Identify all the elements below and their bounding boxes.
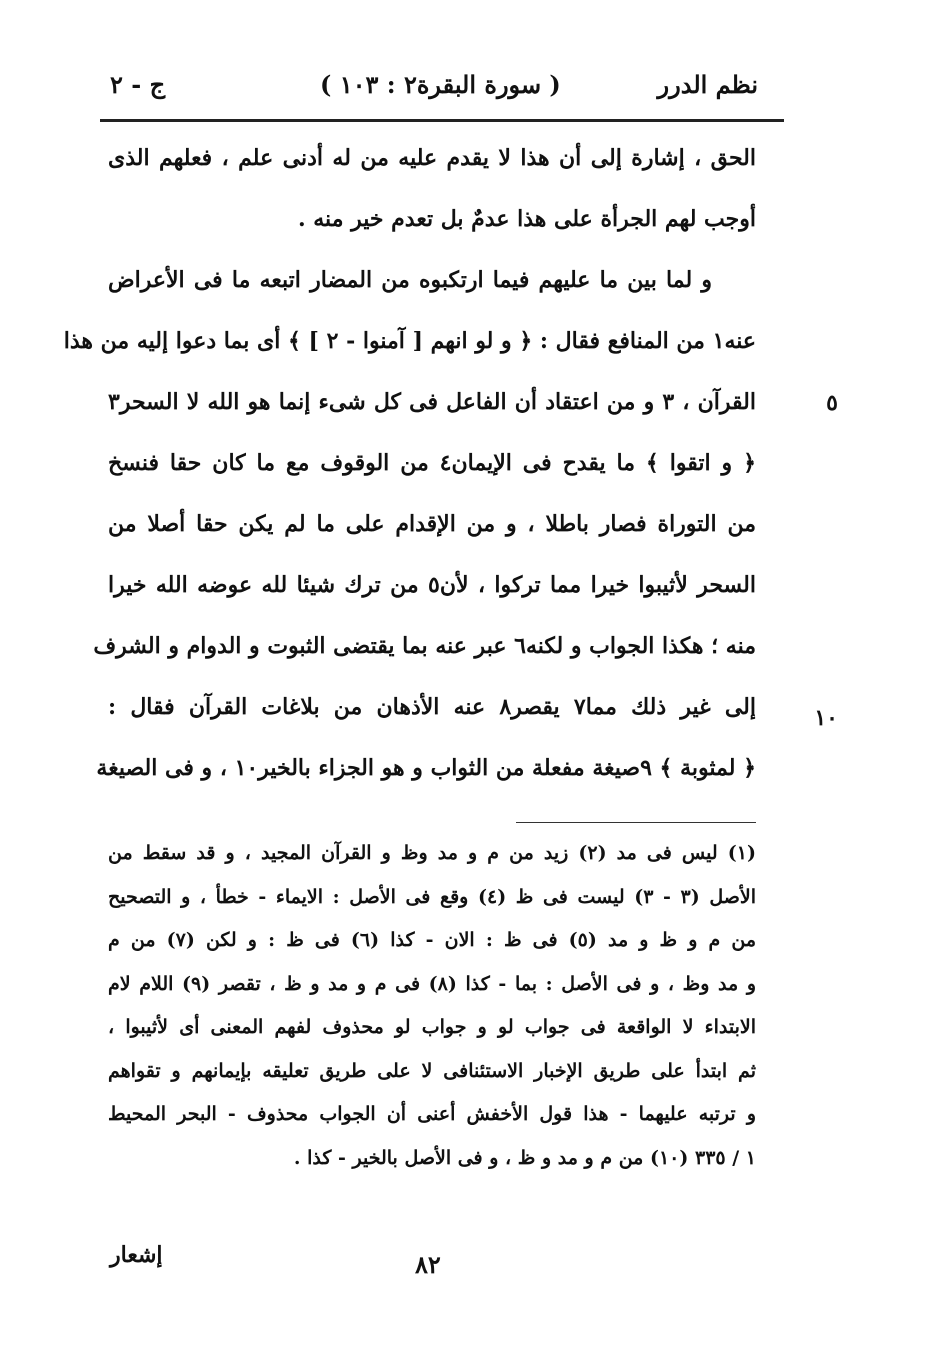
footnote-line: ١ / ٣٣٥ (١٠) من م و مد و ظ ، و فى الأصل بالخير - كذا . [293, 1146, 756, 1169]
line-number-5: ٥ [826, 390, 838, 416]
line-number-10: ١٠ [814, 705, 838, 731]
text-line: ﴿ و اتقوا ﴾ ما يقدح فى الإيمان٤ من الوقوف مع ما كان حقا فنسخ [108, 450, 756, 476]
text-line: و لما بين ما عليهم فيما ارتكبوه من المضار اتبعه ما فى الأعراض [108, 267, 712, 293]
text-line: عنه١ من المنافع فقال : ﴿ و لو انهم [ آمنوا - ٢ ] ﴾ أى بما دعوا إليه من هذا [63, 328, 756, 354]
book-title: نظم الدرر [657, 70, 758, 99]
surah-reference: ( سورة البقرة٢ : ١٠٣ ) [320, 70, 561, 99]
text-line: ﴿ لمثوبة ﴾ ٩صيغة مفعلة من الثواب و هو الجزاء بالخير١٠ ، و فى الصيغة [96, 755, 756, 781]
text-line: منه ؛ هكذا الجواب و لكنه٦ عبر عنه بما يقتضى الثبوت و الدوام و الشرف [93, 633, 756, 659]
running-header [110, 66, 758, 110]
text-line: السحر لأثيبوا خيرا مما تركوا ، لأن٥ من ترك شيئا لله عوضه الله خيرا [108, 572, 756, 598]
catchword: إشعار [110, 1242, 163, 1268]
footnotes [108, 832, 756, 1180]
header-rule [100, 119, 784, 122]
text-line: من التوراة فصار باطلا ، و من الإقدام على ما لم يكن حقا أصلا من [108, 511, 756, 537]
main-text [63, 128, 756, 799]
footnote-separator [516, 822, 756, 823]
volume-label: ج - ٢ [110, 70, 166, 99]
footnote-line: ثم ابتدأ على طريق الإخبار الاستئنافى لا على طريق تعليقه بإيمانهم و تقواهم [108, 1059, 756, 1082]
text-line: أوجب لهم الجرأة على هذا عدمٌ بل تعدم خير منه . [297, 206, 756, 232]
text-line: القرآن ، ٣ و من اعتقاد أن الفاعل فى كل شىء إنما هو الله لا السحر٣ [108, 389, 756, 415]
footnote-line: الابتداء لا الواقعة فى جواب لو و جواب لو محذوف لفهم المعنى أى لأثيبوا ، [108, 1016, 756, 1038]
footnote-line: من م و ظ و مد (٥) فى ظ : الان - كذا (٦) فى ظ : و لكن (٧) من م [108, 929, 757, 951]
footnote-line: (١) ليس فى مد (٢) زيد من م و مد وظ و القرآن المجيد ، و قد سقط من [108, 842, 756, 864]
footnote-line: الأصل (٣ - ٣) ليست فى ظ (٤) وقع فى الأصل : الايماء - خطأ ، و التصحيح [108, 885, 756, 908]
page-number: ٨٢ [415, 1250, 441, 1279]
text-line: الحق ، إشارة إلى أن هذا لا يقدم عليه من له أدنى علم ، فعلهم الذى [108, 145, 756, 171]
footnote-line: و ترتبه عليهما - هذا قول الأخفش أعنى أن الجواب محذوف - البحر المحيط [108, 1103, 756, 1125]
text-line: إلى غير ذلك مما٧ يقصر٨ عنه الأذهان من بلاغات القرآن فقال : [108, 694, 756, 720]
footnote-line: و مد وظ ، و فى الأصل : بما - كذا (٨) فى م و مد و ظ ، تقصر (٩) اللام لام [108, 972, 756, 995]
